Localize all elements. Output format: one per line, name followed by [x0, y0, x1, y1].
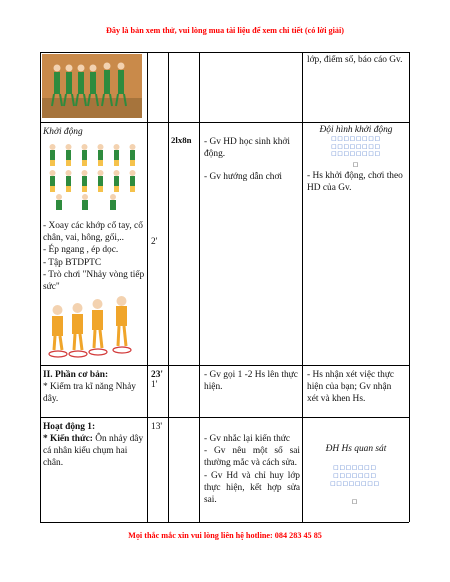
knowledge-text: Ôn nhảy dây cá nhân kiểu chụm hai chân. — [43, 434, 144, 469]
warmup-item: - Tập BTDPTC — [43, 257, 102, 268]
teacher-step: - Gv Hd và chỉ huy lớp thực hiện, kết hợp sửa sai. — [204, 470, 300, 506]
activity-teacher — [204, 433, 300, 506]
formation-row: □□□□□□□□ — [331, 143, 381, 150]
activity-formation-title: ĐH Hs quan sát — [325, 444, 387, 454]
section-time-total: 23' — [151, 370, 163, 380]
warmup-item: - Ép ngang , ép dọc. — [43, 245, 119, 256]
warmup-title: Khởi động — [43, 127, 83, 137]
warmup-item: - Xoay các khớp cổ tay, cổ chân, vai, hông, gối,.. — [43, 221, 143, 244]
teacher-step: - Gv nêu một số sai thường mắc và cách sửa. — [204, 446, 300, 469]
skill-check-item: * Kiểm tra kĩ năng Nhảy dây. — [43, 382, 136, 405]
formation-row: □□□□□□□□ — [331, 136, 381, 142]
warmup-item: - Trò chơi "Nhảy vòng tiếp sức" — [43, 269, 145, 293]
teacher-step: - Gv HD học sinh khởi động. — [204, 137, 290, 160]
hotline-banner: Mọi thắc mắc xin vui lòng liên hệ hotline: 084 283 45 85 — [128, 531, 322, 540]
teacher-marker: □ — [351, 499, 359, 505]
row1-hs-note: lớp, điểm số, báo cáo Gv. — [307, 55, 403, 65]
skill-check-time: 1' — [151, 380, 158, 390]
teacher-step: - Gv nhắc lại kiến thức — [204, 434, 291, 444]
skill-check-teacher: - Gv gọi 1 -2 Hs lên thực hiện. — [204, 370, 298, 393]
activity-title: Hoạt động 1: — [43, 422, 96, 432]
teacher-marker: □ — [352, 161, 360, 168]
warmup-illustration — [44, 140, 144, 220]
warmup-items — [43, 220, 145, 293]
skill-check-student: - Hs nhận xét việc thực hiện của bạn; Gv nhận xét và khen Hs. — [307, 370, 395, 405]
teacher-step: - Gv hướng dẫn chơi — [204, 172, 283, 183]
warmup-student-activity: - Hs khởi động, chơi theo HD của Gv. — [307, 171, 403, 194]
section-title-basic: II. Phần cơ bản: — [43, 370, 109, 380]
activity-knowledge — [43, 433, 145, 470]
exercise-illustration-1 — [42, 54, 142, 118]
warmup-dosage: 2lx8n — [171, 135, 192, 145]
formation-row: □□□□□□□ — [333, 473, 377, 479]
warmup-formation-title: Đội hình khởi động — [319, 125, 393, 135]
activity-time: 13' — [151, 422, 163, 432]
relay-game-illustration — [44, 296, 144, 362]
warmup-teacher-activity — [204, 136, 300, 184]
knowledge-label: * Kiến thức: — [43, 434, 93, 444]
activity-formation-diagram — [320, 464, 390, 506]
preview-banner: Đây là bản xem thử, vui lòng mua tài liệu để xem chi tiết (có lời giải) — [105, 26, 344, 35]
formation-row: □□□□□□□□ — [331, 151, 381, 157]
warmup-time: 2' — [151, 237, 158, 247]
warmup-formation-diagram — [318, 136, 394, 169]
formation-row: □□□□□□□□ — [330, 481, 380, 487]
formation-row: □□□□□□□ — [333, 465, 377, 471]
